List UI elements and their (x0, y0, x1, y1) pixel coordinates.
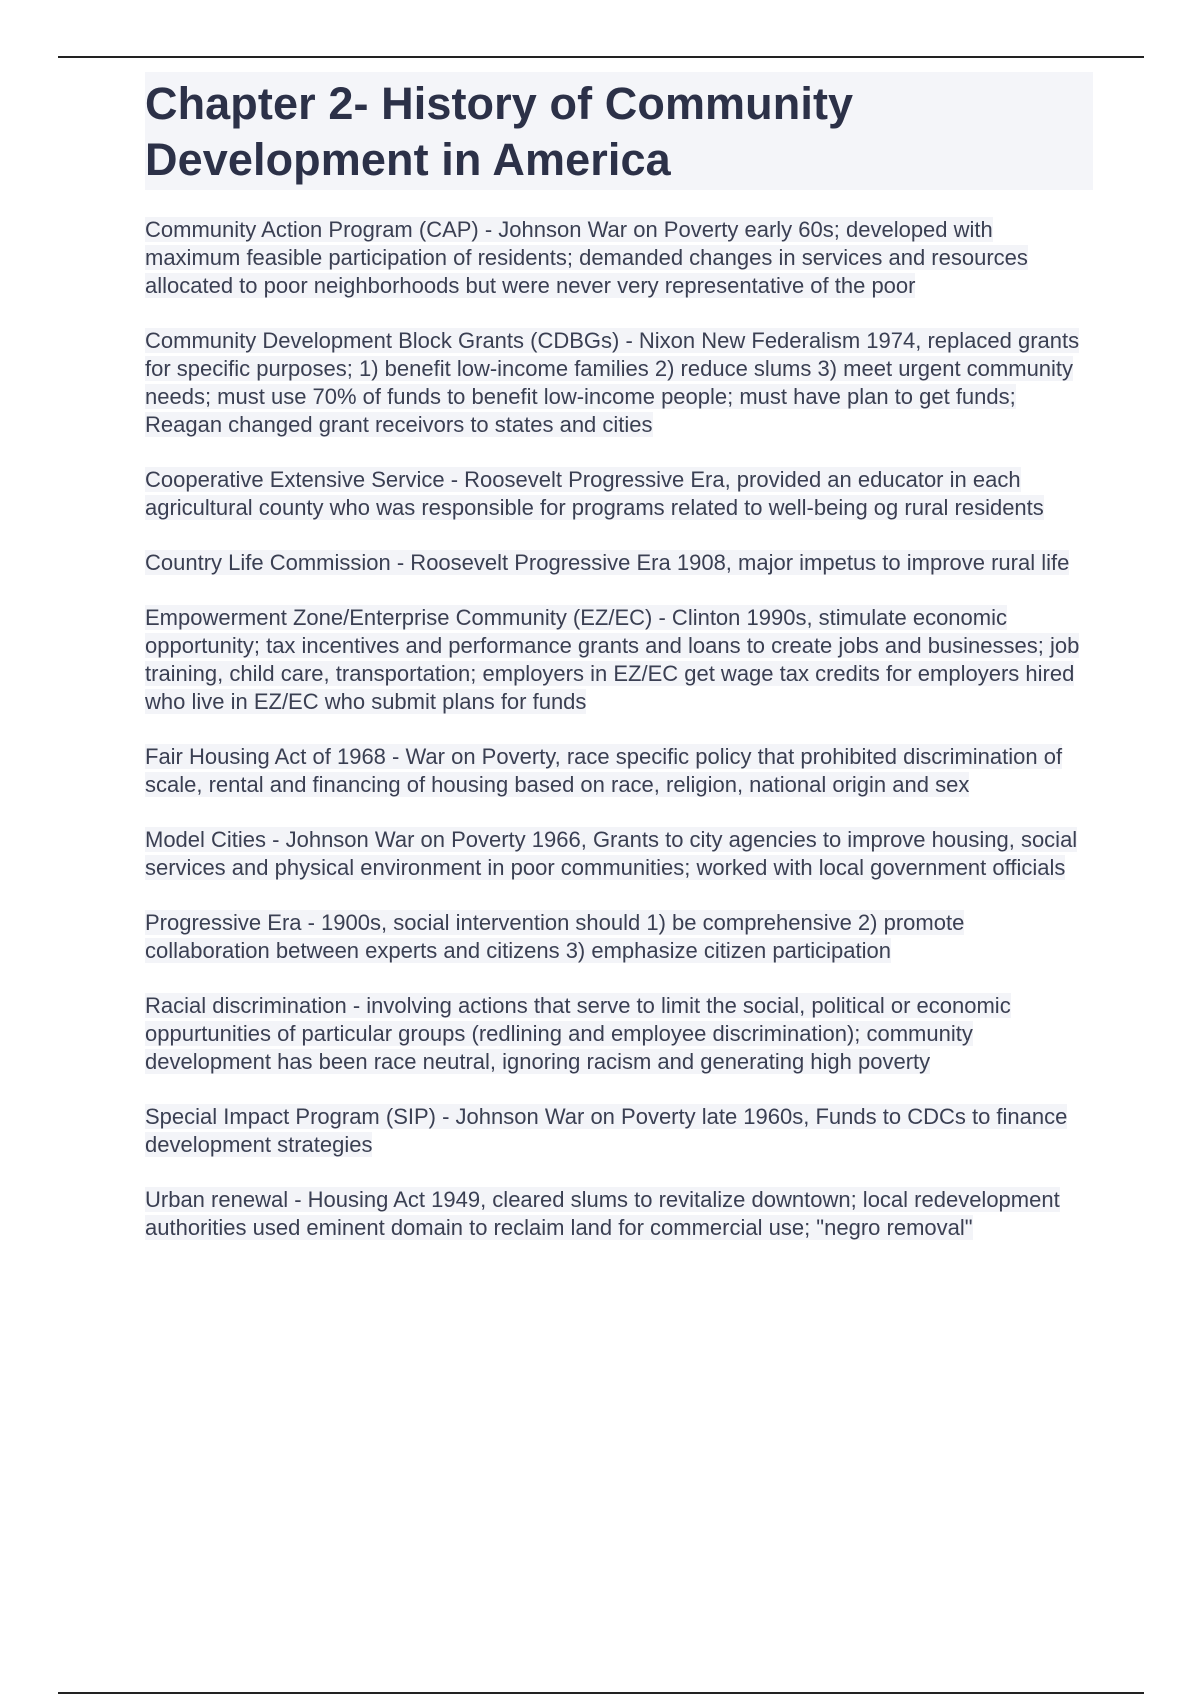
document-body (145, 72, 1093, 1269)
term-text: Fair Housing Act of 1968 - War on Poverty, race specific policy that prohibited discrimination of scale, rental and financing of housing based on race, religion, national origin and sex (145, 744, 1063, 797)
term-entry (145, 604, 1093, 716)
term-text: Progressive Era - 1900s, social intervention should 1) be comprehensive 2) promote collaboration between experts and citizens 3) emphasize citizen participation (145, 910, 965, 963)
term-entry (145, 216, 1093, 300)
term-entry (145, 826, 1093, 882)
page-title: Chapter 2- History of Community Development in America (145, 72, 1093, 190)
term-entry (145, 1186, 1093, 1242)
top-rule (58, 56, 1144, 58)
term-text: Community Development Block Grants (CDBGs) - Nixon New Federalism 1974, replaced grants for specific purposes; 1) benefit low-income families 2) reduce slums 3) meet urgent community needs; must use 70% of funds to benefit low-income people; must have plan to get funds; Reagan changed grant receivors to states and cities (145, 328, 1080, 437)
term-entry (145, 743, 1093, 799)
term-text: Cooperative Extensive Service - Roosevelt Progressive Era, provided an educator in each agricultural county who was responsible for programs related to well-being og rural residents (145, 467, 1044, 520)
term-text: Racial discrimination - involving actions that serve to limit the social, political or economic oppurtunities of particular groups (redlining and employee discrimination); community development has been race neutral, ignoring racism and generating high poverty (145, 993, 1011, 1074)
term-text: Community Action Program (CAP) - Johnson War on Poverty early 60s; developed with maximum feasible participation of residents; demanded changes in services and resources allocated to poor neighborhoods but were never very representative of the poor (145, 217, 1028, 298)
term-entry (145, 1103, 1093, 1159)
term-entry (145, 992, 1093, 1076)
term-entry (145, 909, 1093, 965)
term-entry (145, 549, 1093, 577)
term-entry (145, 466, 1093, 522)
bottom-rule (58, 1692, 1144, 1694)
term-text: Model Cities - Johnson War on Poverty 1966, Grants to city agencies to improve housing, social services and physical environment in poor communities; worked with local government officials (145, 827, 1078, 880)
terms-list (145, 216, 1093, 1242)
term-entry (145, 327, 1093, 439)
term-text: Country Life Commission - Roosevelt Progressive Era 1908, major impetus to improve rural life (145, 550, 1070, 575)
term-text: Empowerment Zone/Enterprise Community (EZ/EC) - Clinton 1990s, stimulate economic opportunity; tax incentives and performance grants and loans to create jobs and businesses; job training, child care, transportation; employers in EZ/EC get wage tax credits for employers hired who live in EZ/EC who submit plans for funds (145, 605, 1080, 714)
term-text: Urban renewal - Housing Act 1949, cleared slums to revitalize downtown; local redevelopment authorities used eminent domain to reclaim land for commercial use; "negro removal" (145, 1187, 1060, 1240)
term-text: Special Impact Program (SIP) - Johnson War on Poverty late 1960s, Funds to CDCs to finance development strategies (145, 1104, 1068, 1157)
